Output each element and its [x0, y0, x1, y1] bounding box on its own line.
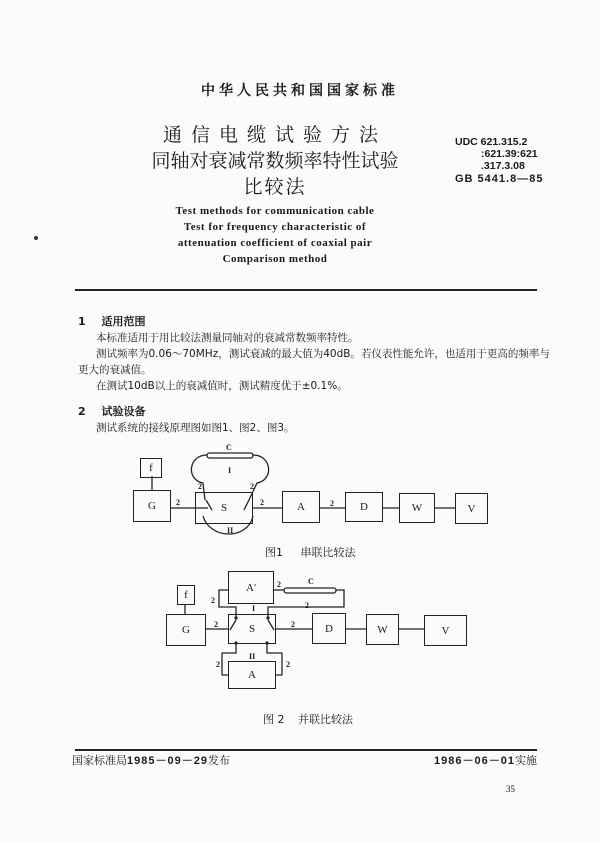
- figure-2-label-II: II: [249, 652, 256, 661]
- section-1-para-2: 测试频率为0.06～70MHz，测试衰减的最大值为40dB。若仪表性能允许，也适用于更高的频率与: [96, 348, 550, 360]
- figure-1-port-label: 2: [198, 482, 202, 491]
- figure-1-label-I: I: [228, 466, 232, 475]
- issue-date: 1985－09－29: [127, 755, 208, 767]
- organization-heading: 中华人民共和国国家标准: [201, 83, 399, 99]
- title-en-line-4: Comparison method: [222, 253, 328, 265]
- effective-suffix: 实施: [515, 754, 537, 767]
- figure-2-port-label: 2: [286, 660, 290, 669]
- title-cn-line-1: 通信电缆试验方法: [162, 124, 387, 146]
- udc-line-3: .317.3.08: [481, 160, 525, 172]
- figure-1-block-S: S: [195, 492, 253, 524]
- page-number: 35: [506, 784, 515, 794]
- figure-2-block-A: A: [228, 661, 276, 689]
- figure-2-block-W: W: [366, 614, 399, 645]
- figure-2-label-C: C: [308, 577, 314, 586]
- figure-2-port-label: 2: [211, 596, 215, 605]
- figure-2-port-label: 2: [277, 580, 281, 589]
- figure-2-block-S: S: [228, 614, 276, 644]
- figure-1-caption-title: 串联比较法: [300, 546, 356, 559]
- figure-1-block-W: W: [399, 493, 435, 523]
- figure-1-caption-number: 图1: [265, 546, 283, 559]
- figure-1-label-C: C: [226, 443, 232, 452]
- figure-2-block-f: f: [177, 585, 195, 605]
- section-1-number: 1: [78, 315, 86, 328]
- title-en-line-3: attenuation coefficient of coaxial pair: [177, 237, 373, 249]
- figure-2-block-V: V: [424, 615, 467, 646]
- standard-number: GB 5441.8—85: [455, 173, 544, 185]
- section-2-number: 2: [78, 405, 86, 418]
- figure-1-port-label: 2: [330, 499, 334, 508]
- title-cn-line-2: 同轴对衰减常数频率特性试验: [151, 150, 399, 172]
- figure-2-block-D: D: [312, 613, 346, 644]
- footer-divider: [75, 749, 537, 751]
- effective-date: 1986－06－01: [434, 755, 515, 767]
- figure-2-port-label: 2: [291, 620, 295, 629]
- effective-line: [0, 752, 537, 768]
- section-1-para-3: 在测试10dB以上的衰减值时，测试精度优于±0.1%。: [96, 380, 348, 392]
- figure-1-block-D: D: [345, 492, 383, 522]
- figure-1-port-label: 2: [250, 482, 254, 491]
- figure-1-block-f: f: [140, 458, 162, 478]
- figure-2-caption-number: 图 2: [263, 713, 285, 726]
- figure-2-label-I: I: [252, 604, 256, 613]
- figure-2-block-G: G: [166, 614, 206, 646]
- title-en-line-2: Test for frequency characteristic of: [183, 221, 367, 233]
- section-2-title: 试验设备: [101, 405, 146, 418]
- figure-2-port-label: 2: [216, 660, 220, 669]
- figure-1-port-label: 2: [176, 498, 180, 507]
- section-1-title: 适用范围: [101, 315, 146, 328]
- issuer: 国家标准局: [72, 754, 127, 767]
- section-2-para-1: 测试系统的接线原理图如图1、图2、图3。: [96, 422, 295, 434]
- figure-1-label-II: II: [227, 526, 234, 535]
- title-cn-line-3: 比较法: [243, 176, 307, 198]
- udc-line-1: UDC 621.315.2: [455, 136, 528, 148]
- section-1-para-1: 本标准适用于用比较法测量同轴对的衰减常数频率特性。: [96, 332, 359, 344]
- udc-line-2: :621.39:621: [481, 148, 538, 160]
- figure-1-block-A: A: [282, 491, 320, 523]
- figure-1-block-V: V: [455, 493, 488, 524]
- figure-2-caption: [263, 711, 353, 727]
- section-1-para-2-cont: 更大的衰减值。: [78, 364, 152, 376]
- figure-2-caption-title: 并联比较法: [298, 713, 353, 726]
- figure-2-port-label: 2: [305, 601, 309, 610]
- figure-1-port-label: 2: [260, 498, 264, 507]
- figure-2-block-A-prime: A': [228, 571, 274, 604]
- figure-1-block-G: G: [133, 490, 171, 522]
- title-en-line-1: Test methods for communication cable: [175, 205, 375, 217]
- figure-2-port-label: 2: [214, 620, 218, 629]
- issue-suffix: 发布: [207, 754, 230, 767]
